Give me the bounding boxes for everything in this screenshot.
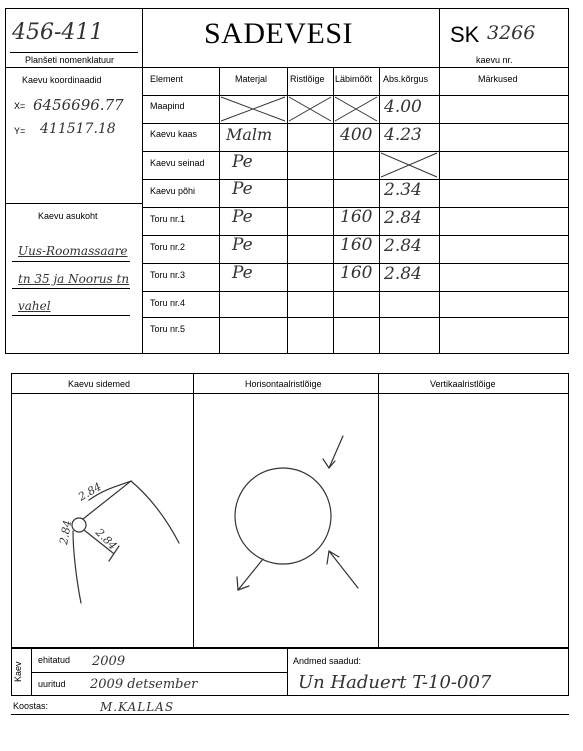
location-line-guide-3 xyxy=(12,315,130,316)
table-col-line xyxy=(379,67,380,354)
row-label-maapind: Maapind xyxy=(150,101,185,111)
location-block-line xyxy=(5,203,142,204)
connections-label: Kaevu sidemed xyxy=(68,379,131,389)
nomenclature-label: Planšeti nomenklatuur xyxy=(25,55,115,65)
row-label-kaevu-seinad: Kaevu seinad xyxy=(150,158,205,168)
crossed-out-cell xyxy=(219,95,287,123)
col-header-labimoot: Läbimõõt xyxy=(335,74,373,84)
location-line-guide-1 xyxy=(12,261,130,262)
y-label: Y= xyxy=(14,126,26,136)
table-row-line xyxy=(142,291,569,292)
location-label: Kaevu asukoht xyxy=(38,211,98,221)
row-label-kaevu-kaas: Kaevu kaas xyxy=(150,129,198,139)
cell-materjal-toru-2: Pe xyxy=(232,235,253,255)
cell-abs-kaevu-pohi: 2.34 xyxy=(384,180,422,200)
connections-sketch xyxy=(11,393,193,648)
built-value: 2009 xyxy=(92,654,126,669)
row-label-toru-5: Toru nr.5 xyxy=(150,324,186,334)
row-label-toru-1: Toru nr.1 xyxy=(150,214,186,224)
sketch-label-3: 2.84 xyxy=(92,525,120,553)
col-header-element: Element xyxy=(150,74,184,84)
nomenclature-value: 456-411 xyxy=(12,20,104,45)
form-title: SADEVESI xyxy=(204,17,354,50)
cell-materjal-kaevu-seinad: Pe xyxy=(232,152,253,172)
drawings-divider-2 xyxy=(378,373,379,648)
author-value: M.KALLAS xyxy=(100,700,175,714)
cell-abs-toru-3: 2.84 xyxy=(384,264,422,284)
footer-mid-divider xyxy=(287,648,288,696)
sketch-label-1: 2.84 xyxy=(76,480,104,504)
crossed-out-cell xyxy=(333,95,379,123)
x-label: X= xyxy=(14,101,26,111)
sk-box-divider xyxy=(439,8,440,67)
row-label-toru-3: Toru nr.3 xyxy=(150,270,186,280)
col-header-abs: Abs.kõrgus xyxy=(383,74,429,84)
location-line-1: Uus-Roomassaare xyxy=(18,244,128,258)
cell-materjal-toru-1: Pe xyxy=(232,207,253,227)
nomenclature-underline xyxy=(10,52,138,53)
table-col-line xyxy=(439,67,440,354)
x-coordinate-value: 6456696.77 xyxy=(33,96,124,114)
surveyed-value: 2009 detsember xyxy=(90,677,198,692)
row-label-toru-2: Toru nr.2 xyxy=(150,242,186,252)
horizontal-section-label: Horisontaalristlõige xyxy=(245,379,322,389)
well-number-value: 3266 xyxy=(487,22,536,44)
y-coordinate-value: 411517.18 xyxy=(40,121,116,137)
crossed-out-cell xyxy=(379,151,439,179)
built-label: ehitatud xyxy=(38,655,71,665)
left-block-divider xyxy=(142,8,143,354)
cell-abs-toru-1: 2.84 xyxy=(384,208,422,228)
location-line-3: vahel xyxy=(18,299,51,313)
well-number-label: kaevu nr. xyxy=(476,55,513,65)
row-label-kaevu-pohi: Kaevu põhi xyxy=(150,186,196,196)
horizontal-section-sketch xyxy=(193,393,378,648)
vertical-section-label: Vertikaalristlõige xyxy=(430,379,496,389)
data-source-value: Un Haduert T-10-007 xyxy=(298,672,492,693)
cell-abs-toru-2: 2.84 xyxy=(384,236,422,256)
table-row-line xyxy=(142,317,569,318)
cell-materjal-kaevu-pohi: Pe xyxy=(232,179,253,199)
col-header-materjal: Materjal xyxy=(235,74,268,84)
author-label: Koostas: xyxy=(13,701,49,711)
cell-labimoot-toru-1: 160 xyxy=(340,207,373,227)
cell-labimoot-toru-3: 160 xyxy=(340,263,373,283)
surveyed-label: uuritud xyxy=(38,679,66,689)
col-header-ristloige: Ristlõige xyxy=(290,74,325,84)
col-header-markused: Märkused xyxy=(478,74,518,84)
cell-abs-kaevu-kaas: 4.23 xyxy=(384,125,422,145)
location-line-2: tn 35 ja Noorus tn xyxy=(18,272,130,286)
data-source-label: Andmed saadud: xyxy=(293,656,362,666)
author-underline xyxy=(11,714,569,715)
coordinates-label: Kaevu koordinaadid xyxy=(22,75,102,85)
sk-prefix: SK xyxy=(450,22,480,47)
cell-labimoot-kaevu-kaas: 400 xyxy=(340,125,373,145)
row-label-toru-4: Toru nr.4 xyxy=(150,298,186,308)
cell-abs-maapind: 4.00 xyxy=(384,97,422,117)
location-line-guide-2 xyxy=(12,288,130,289)
footer-row-line xyxy=(31,672,287,673)
table-row-line xyxy=(142,179,569,180)
footer-side-label: Kaev xyxy=(13,661,23,682)
table-row-line xyxy=(142,151,569,152)
sketch-label-2: 2.84 xyxy=(57,519,75,546)
cell-labimoot-toru-2: 160 xyxy=(340,235,373,255)
cell-materjal-toru-3: Pe xyxy=(232,263,253,283)
crossed-out-cell xyxy=(287,95,333,123)
table-row-line xyxy=(142,123,569,124)
cell-materjal-kaevu-kaas: Malm xyxy=(226,125,273,144)
